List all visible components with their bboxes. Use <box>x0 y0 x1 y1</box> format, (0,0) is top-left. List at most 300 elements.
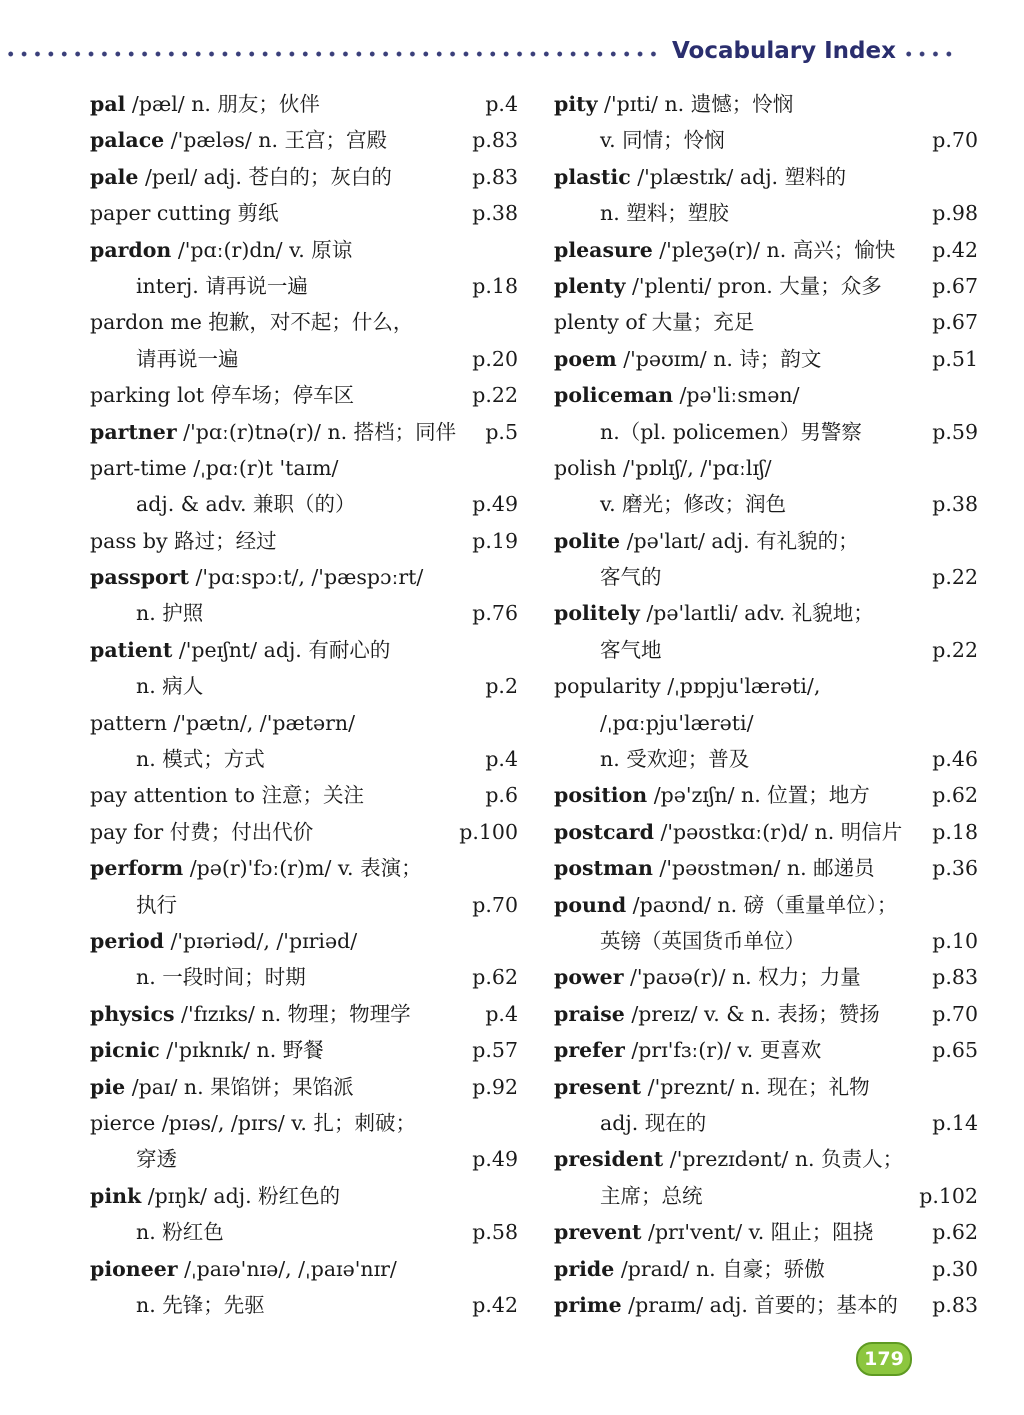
definition: /paʊnd/ n. 磅（重量单位）； <box>626 892 898 917</box>
vocab-entry-text <box>90 414 456 450</box>
vocab-entry-line <box>554 159 980 195</box>
vocab-entry-line <box>554 486 980 522</box>
definition: n. 粉红色 <box>136 1220 224 1245</box>
page-reference: p.49 <box>472 492 518 517</box>
page-reference: p.100 <box>459 819 518 844</box>
vocab-entry-text <box>554 1287 898 1323</box>
page-reference: p.57 <box>472 1038 518 1063</box>
vocab-entry-text <box>554 668 820 704</box>
vocab-entry-line <box>554 86 980 122</box>
vocab-entry-line <box>554 122 980 158</box>
vocab-entry-text <box>90 523 277 559</box>
vocab-entry-line <box>554 814 980 850</box>
headword: pay attention to <box>90 783 255 808</box>
vocab-entry-text <box>554 159 846 195</box>
definition: 执行 <box>136 892 177 917</box>
vocab-entry-line <box>90 450 520 486</box>
vocab-entry-text <box>90 1032 324 1068</box>
definition: 剪纸 <box>230 201 279 226</box>
definition: /prɪ'vent/ v. 阻止；阻挠 <box>641 1220 874 1245</box>
definition: /'pəʊstmən/ n. 邮递员 <box>652 856 875 881</box>
headword: pay for <box>90 819 164 844</box>
vocab-entry-line <box>90 595 520 631</box>
definition: 请再说一遍 <box>136 346 239 371</box>
definition: 穿透 <box>136 1147 177 1172</box>
vocab-entry-line <box>90 341 520 377</box>
vocab-entry-line <box>90 1214 520 1250</box>
definition: n. 一段时间；时期 <box>136 965 306 990</box>
vocab-entry-text <box>90 1214 224 1250</box>
page-reference: p.22 <box>932 637 978 662</box>
headword: postcard <box>554 819 654 844</box>
definition: 主席；总统 <box>600 1183 703 1208</box>
vocab-entry-line <box>554 1287 980 1323</box>
headword: pierce <box>90 1110 156 1135</box>
page-reference: p.83 <box>472 164 518 189</box>
vocab-column-right <box>554 86 980 1326</box>
definition: 英镑（英国货币单位） <box>600 928 805 953</box>
vocab-entry-line <box>554 705 980 741</box>
page-reference: p.38 <box>472 201 518 226</box>
definition: /preɪz/ v. & n. 表扬；赞扬 <box>624 1001 880 1026</box>
headword: pleasure <box>554 237 653 262</box>
definition: adj. 现在的 <box>600 1110 707 1135</box>
vocab-entry-text <box>90 1178 340 1214</box>
definition: /'pɒlɪʃ/, /'pɑːlɪʃ/ <box>616 455 772 480</box>
vocab-entry-line <box>90 304 520 340</box>
definition: /pæl/ n. 朋友；伙伴 <box>125 92 320 116</box>
vocab-entry-line <box>90 777 520 813</box>
vocab-entry-line <box>554 1178 980 1214</box>
page-reference: p.2 <box>485 674 518 699</box>
definition: /ˌpaɪə'nɪə/, /ˌpaɪə'nɪr/ <box>177 1256 397 1281</box>
definition: 停车场；停车区 <box>204 383 355 408</box>
definition: /'pɪti/ n. 遗憾；怜悯 <box>597 92 794 116</box>
vocab-entry-text <box>554 268 882 304</box>
definition: /pə(r)'fɔː(r)m/ v. 表演； <box>183 856 422 881</box>
vocab-entry-text <box>554 814 902 850</box>
vocab-entry-line <box>90 559 520 595</box>
definition: /'pəʊstkɑː(r)d/ n. 明信片 <box>653 819 903 844</box>
vocab-entry-line <box>554 1032 980 1068</box>
headword: pattern <box>90 710 167 735</box>
headword: pioneer <box>90 1256 178 1281</box>
vocab-entry-text <box>554 195 729 231</box>
page-reference: p.65 <box>932 1038 978 1063</box>
vocab-entry-text <box>554 414 862 450</box>
page-reference: p.70 <box>932 128 978 153</box>
vocab-entry-text <box>554 86 793 122</box>
definition: /pə'zɪʃn/ n. 位置；地方 <box>647 783 870 808</box>
page-reference: p.19 <box>472 528 518 553</box>
vocab-entry-text <box>554 1069 870 1105</box>
vocab-entry-line <box>90 923 520 959</box>
vocab-entry-line <box>554 1069 980 1105</box>
vocab-entry-line <box>554 887 980 923</box>
page-reference: p.10 <box>932 928 978 953</box>
headword: policeman <box>554 383 673 408</box>
headword: pink <box>90 1183 142 1208</box>
definition: 抱歉，对不起；什么， <box>201 310 414 335</box>
page-title: Vocabulary Index <box>672 38 896 64</box>
vocab-entry-text <box>554 996 880 1032</box>
vocab-entry-text <box>90 741 265 777</box>
headword: polite <box>554 528 621 553</box>
headword: pal <box>90 92 126 116</box>
vocab-entry-text <box>90 159 392 195</box>
headword: prefer <box>554 1038 625 1063</box>
vocab-entry-text <box>554 1214 873 1250</box>
page-reference: p.62 <box>932 1220 978 1245</box>
headword: physics <box>90 1001 175 1026</box>
vocab-entry-line <box>90 159 520 195</box>
definition: v. 磨光；修改；润色 <box>600 492 787 517</box>
vocab-entry-line <box>554 1214 980 1250</box>
headword: pale <box>90 164 139 189</box>
vocab-entry-line <box>90 668 520 704</box>
page-reference: p.70 <box>932 1001 978 1026</box>
page-reference: p.46 <box>932 747 978 772</box>
vocab-entry-line <box>554 341 980 377</box>
page-reference: p.18 <box>932 819 978 844</box>
vocab-entry-text <box>554 559 662 595</box>
definition: /'pætn/, /'pætərn/ <box>166 710 356 735</box>
definition: /'plæstɪk/ adj. 塑料的 <box>630 164 847 189</box>
headword: pity <box>554 92 598 116</box>
definition: 路过；经过 <box>167 528 277 553</box>
page-reference: p.83 <box>932 965 978 990</box>
vocab-entry-text <box>554 1105 706 1141</box>
vocab-entry-text <box>554 595 874 631</box>
vocab-entry-line <box>554 523 980 559</box>
vocab-entry-line <box>554 232 980 268</box>
vocab-entry-text <box>554 377 800 413</box>
page-reference: p.5 <box>485 419 518 444</box>
page-reference: p.62 <box>472 965 518 990</box>
headword: poem <box>554 346 617 371</box>
definition: n. 护照 <box>136 601 204 626</box>
definition: /'pəʊɪm/ n. 诗；韵文 <box>616 346 822 371</box>
dotted-rule-left <box>4 50 658 58</box>
vocab-entry-text <box>90 777 364 813</box>
vocab-entry-line <box>554 268 980 304</box>
headword: partner <box>90 419 177 444</box>
headword: prime <box>554 1292 622 1317</box>
vocab-entry-text <box>90 595 203 631</box>
page-reference: p.30 <box>932 1256 978 1281</box>
definition: /prɪ'fɜː(r)/ v. 更喜欢 <box>624 1038 822 1063</box>
page-header <box>0 30 1024 82</box>
headword: pass by <box>90 528 168 553</box>
definition: n. 病人 <box>136 674 204 699</box>
vocab-entry-line <box>90 268 520 304</box>
definition: n. 受欢迎；普及 <box>600 747 750 772</box>
vocab-entry-text <box>90 632 390 668</box>
vocab-entry-text <box>90 304 413 340</box>
headword: parking lot <box>90 383 205 408</box>
definition: /'pɪəriəd/, /'pɪriəd/ <box>163 928 358 953</box>
headword: praise <box>554 1001 625 1026</box>
page-reference: p.42 <box>472 1292 518 1317</box>
vocab-entry-line <box>90 632 520 668</box>
definition: interj. 请再说一遍 <box>136 273 308 298</box>
vocab-entry-text <box>554 304 754 340</box>
vocab-entry-text <box>554 850 875 886</box>
vocab-entry-line <box>90 86 520 122</box>
definition: /'plenti/ pron. 大量；众多 <box>625 273 882 298</box>
definition: /ˌpɑː(r)t 'taɪm/ <box>186 455 339 480</box>
vocab-entry-line <box>90 1105 520 1141</box>
headword: patient <box>90 637 173 662</box>
page-reference: p.83 <box>472 128 518 153</box>
definition: /'pleʒə(r)/ n. 高兴；愉快 <box>652 237 896 262</box>
definition: v. 同情；怜悯 <box>600 128 725 153</box>
vocab-entry-text <box>90 268 308 304</box>
headword: plenty of <box>554 310 646 335</box>
headword: palace <box>90 128 165 153</box>
page-reference: p.70 <box>472 892 518 917</box>
headword: prevent <box>554 1220 642 1245</box>
page-reference: p.59 <box>932 419 978 444</box>
page-reference: p.67 <box>932 273 978 298</box>
vocab-entry-text <box>554 777 870 813</box>
vocab-entry-text <box>90 850 422 886</box>
definition: /peɪl/ adj. 苍白的；灰白的 <box>138 164 392 189</box>
vocab-entry-line <box>554 959 980 995</box>
vocab-entry-line <box>90 1069 520 1105</box>
page-reference: p.4 <box>485 747 518 772</box>
headword: power <box>554 965 624 990</box>
page-reference: p.4 <box>485 1001 518 1026</box>
vocab-entry-line <box>90 959 520 995</box>
page-number-badge: 179 <box>856 1342 912 1376</box>
page-reference: p.58 <box>472 1220 518 1245</box>
vocab-entry-text <box>90 1105 416 1141</box>
headword: pride <box>554 1256 615 1281</box>
definition: 注意；关注 <box>254 783 364 808</box>
vocab-entry-line <box>90 1032 520 1068</box>
vocab-entry-line <box>554 195 980 231</box>
vocab-entry-text <box>90 195 279 231</box>
vocab-entry-line <box>90 814 520 850</box>
vocab-entry-line <box>554 414 980 450</box>
vocab-entry-text <box>554 923 805 959</box>
headword: president <box>554 1147 664 1172</box>
vocab-entry-text <box>90 1287 265 1323</box>
vocab-entry-text <box>90 814 313 850</box>
vocab-entry-line <box>90 377 520 413</box>
vocab-entry-line <box>554 777 980 813</box>
vocab-entry-line <box>90 1141 520 1177</box>
definition: /'pɑː(r)tnə(r)/ n. 搭档；同伴 <box>176 419 457 444</box>
definition: n. 模式；方式 <box>136 747 265 772</box>
vocab-entry-text <box>554 959 861 995</box>
definition: /pɪəs/, /pɪrs/ v. 扎；刺破； <box>155 1110 416 1135</box>
definition: n.（pl. policemen）男警察 <box>600 419 862 444</box>
definition: /'peɪʃnt/ adj. 有耐心的 <box>172 637 391 662</box>
vocab-entry-line <box>554 377 980 413</box>
definition: /paɪ/ n. 果馅饼；果馅派 <box>125 1074 354 1099</box>
vocab-entry-text <box>90 559 423 595</box>
vocab-entry-line <box>554 1141 980 1177</box>
vocab-entry-line <box>90 741 520 777</box>
definition: /'pɑːspɔːt/, /'pæspɔːrt/ <box>188 565 424 590</box>
vocab-entry-line <box>554 1251 980 1287</box>
vocab-entry-text <box>554 1178 703 1214</box>
vocab-entry-line <box>90 486 520 522</box>
definition: /'pɪknɪk/ n. 野餐 <box>159 1038 324 1063</box>
definition: /praɪm/ adj. 首要的；基本的 <box>621 1292 898 1317</box>
page-reference: p.92 <box>472 1074 518 1099</box>
vocab-entry-text <box>90 450 338 486</box>
page-reference: p.67 <box>932 310 978 335</box>
definition: /ˌpɑːpju'lærəti/ <box>600 710 754 735</box>
vocab-entry-text <box>90 668 203 704</box>
definition: /'paʊə(r)/ n. 权力；力量 <box>623 965 861 990</box>
definition: /ˌpɒpju'lærəti/, <box>660 674 821 699</box>
vocab-entry-line <box>90 887 520 923</box>
headword: perform <box>90 856 184 881</box>
vocab-entry-text <box>554 523 859 559</box>
vocab-entry-line <box>90 1287 520 1323</box>
vocab-entry-text <box>554 232 895 268</box>
vocab-entry-text <box>90 1069 354 1105</box>
definition: n. 先锋；先驱 <box>136 1292 265 1317</box>
vocab-entry-text <box>90 887 177 923</box>
headword: popularity <box>554 674 661 699</box>
page-reference: p.51 <box>932 346 978 371</box>
page-reference: p.4 <box>485 92 518 116</box>
headword: present <box>554 1074 642 1099</box>
vocab-entry-line <box>554 632 980 668</box>
vocab-entry-text <box>554 341 821 377</box>
page-reference: p.76 <box>472 601 518 626</box>
vocab-entry-text <box>90 86 320 122</box>
vocab-entry-text <box>90 232 352 268</box>
definition: /pɪŋk/ adj. 粉红色的 <box>141 1183 341 1208</box>
vocab-entry-line <box>90 122 520 158</box>
vocab-entry-text <box>90 996 411 1032</box>
headword: politely <box>554 601 640 626</box>
vocab-entry-line <box>554 996 980 1032</box>
vocab-column-left <box>90 86 520 1326</box>
vocab-entry-text <box>554 741 749 777</box>
definition: /praɪd/ n. 自豪；骄傲 <box>614 1256 825 1281</box>
definition: /'fɪzɪks/ n. 物理；物理学 <box>174 1001 411 1026</box>
vocab-entry-text <box>554 632 662 668</box>
vocab-entry-text <box>90 1251 397 1287</box>
definition: /'prezɪdənt/ n. 负责人； <box>663 1147 904 1172</box>
vocab-entry-text <box>90 341 239 377</box>
vocab-entry-line <box>90 705 520 741</box>
vocab-entry-text <box>554 450 772 486</box>
page-reference: p.98 <box>932 201 978 226</box>
definition: 付费；付出代价 <box>163 819 314 844</box>
headword: picnic <box>90 1038 160 1063</box>
vocab-entry-line <box>554 923 980 959</box>
vocab-entry-line <box>554 450 980 486</box>
vocab-entry-line <box>554 595 980 631</box>
vocab-entry-line <box>90 414 520 450</box>
vocab-entry-line <box>554 559 980 595</box>
vocab-entry-text <box>90 705 355 741</box>
vocab-entry-line <box>554 741 980 777</box>
headword: plenty <box>554 273 626 298</box>
vocab-entry-line <box>90 195 520 231</box>
page-reference: p.22 <box>932 565 978 590</box>
vocab-entry-text <box>90 923 357 959</box>
vocab-entry-text <box>554 887 897 923</box>
page-reference: p.83 <box>932 1292 978 1317</box>
definition: /pə'liːsmən/ <box>673 383 800 408</box>
vocab-entry-text <box>554 1032 821 1068</box>
headword: pardon <box>90 237 172 262</box>
definition: /'pɑː(r)dn/ v. 原谅 <box>171 237 353 262</box>
definition: /pə'laɪtli/ adv. 礼貌地； <box>639 601 874 626</box>
vocab-entry-text <box>554 122 725 158</box>
definition: /'preznt/ n. 现在；礼物 <box>641 1074 870 1099</box>
headword: pie <box>90 1074 126 1099</box>
headword: part-time <box>90 455 187 480</box>
vocab-entry-line <box>90 523 520 559</box>
headword: position <box>554 783 648 808</box>
vocab-entry-line <box>554 850 980 886</box>
headword: paper cutting <box>90 201 231 226</box>
vocab-entry-text <box>90 1141 177 1177</box>
vocab-entry-text <box>90 377 354 413</box>
headword: postman <box>554 856 653 881</box>
page-reference: p.62 <box>932 783 978 808</box>
page-reference: p.18 <box>472 273 518 298</box>
vocab-entry-line <box>554 668 980 704</box>
vocab-entry-line <box>90 1251 520 1287</box>
definition: adj. & adv. 兼职（的） <box>136 492 356 517</box>
page-reference: p.102 <box>919 1183 978 1208</box>
headword: pound <box>554 892 627 917</box>
page-reference: p.6 <box>485 783 518 808</box>
headword: plastic <box>554 164 631 189</box>
vocab-entry-text <box>554 486 786 522</box>
headword: passport <box>90 565 189 590</box>
page-reference: p.20 <box>472 346 518 371</box>
headword: period <box>90 928 164 953</box>
definition: /'pæləs/ n. 王宫；宫殿 <box>164 128 388 153</box>
definition: n. 塑料；塑胶 <box>600 201 729 226</box>
page-reference: p.14 <box>932 1110 978 1135</box>
definition: 客气的 <box>600 565 662 590</box>
definition: 客气地 <box>600 637 662 662</box>
vocab-entry-line <box>90 996 520 1032</box>
vocab-entry-line <box>90 1178 520 1214</box>
page-reference: p.49 <box>472 1147 518 1172</box>
headword: pardon me <box>90 310 202 335</box>
vocab-entry-line <box>554 1105 980 1141</box>
vocab-entry-text <box>90 486 356 522</box>
vocab-entry-text <box>554 1251 825 1287</box>
vocab-entry-line <box>90 232 520 268</box>
vocab-entry-line <box>90 850 520 886</box>
page-reference: p.22 <box>472 383 518 408</box>
headword: polish <box>554 455 617 480</box>
vocab-entry-line <box>554 304 980 340</box>
page-reference: p.36 <box>932 856 978 881</box>
definition: 大量；充足 <box>645 310 755 335</box>
vocab-entry-text <box>90 959 306 995</box>
definition: /pə'laɪt/ adj. 有礼貌的； <box>620 528 859 553</box>
dotted-rule-right <box>902 50 954 58</box>
vocab-entry-text <box>554 705 753 741</box>
page-reference: p.38 <box>932 492 978 517</box>
